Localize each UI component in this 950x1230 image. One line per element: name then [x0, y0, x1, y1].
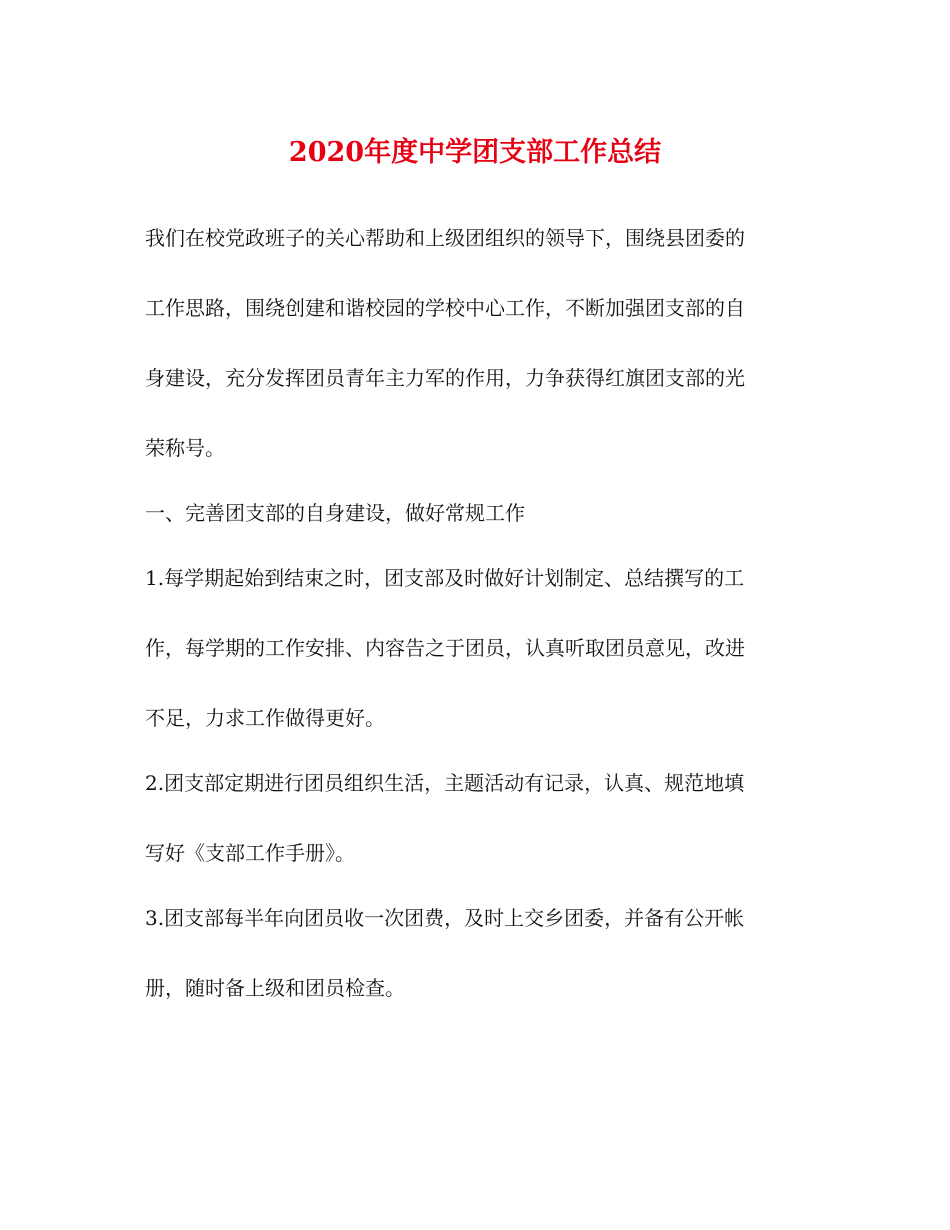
paragraph-line: 写好《支部工作手册》。: [145, 841, 355, 865]
paragraph-line: 身建设，充分发挥团员青年主力军的作用，力争获得红旗团支部的光: [145, 366, 745, 390]
section-heading: 一、完善团支部的自身建设，做好常规工作: [145, 501, 525, 525]
paragraph-line: 我们在校党政班子的关心帮助和上级团组织的领导下，围绕县团委的: [145, 226, 745, 250]
paragraph-line: 3.团支部每半年向团员收一次团费，及时上交乡团委，并备有公开帐: [145, 906, 745, 930]
paragraph-line: 不足，力求工作做得更好。: [145, 706, 385, 730]
paragraph-line: 1.每学期起始到结束之时，团支部及时做好计划制定、总结撰写的工: [145, 566, 745, 590]
paragraph-line: 册，随时备上级和团员检查。: [145, 976, 405, 1000]
paragraph-line: 2.团支部定期进行团员组织生活，主题活动有记录，认真、规范地填: [145, 771, 745, 795]
document-title: 2020年度中学团支部工作总结: [288, 137, 662, 168]
paragraph-line: 工作思路，围绕创建和谐校园的学校中心工作，不断加强团支部的自: [145, 296, 745, 320]
paragraph-line: 作，每学期的工作安排、内容告之于团员，认真听取团员意见，改进: [145, 636, 745, 660]
paragraph-line: 荣称号。: [145, 436, 225, 460]
